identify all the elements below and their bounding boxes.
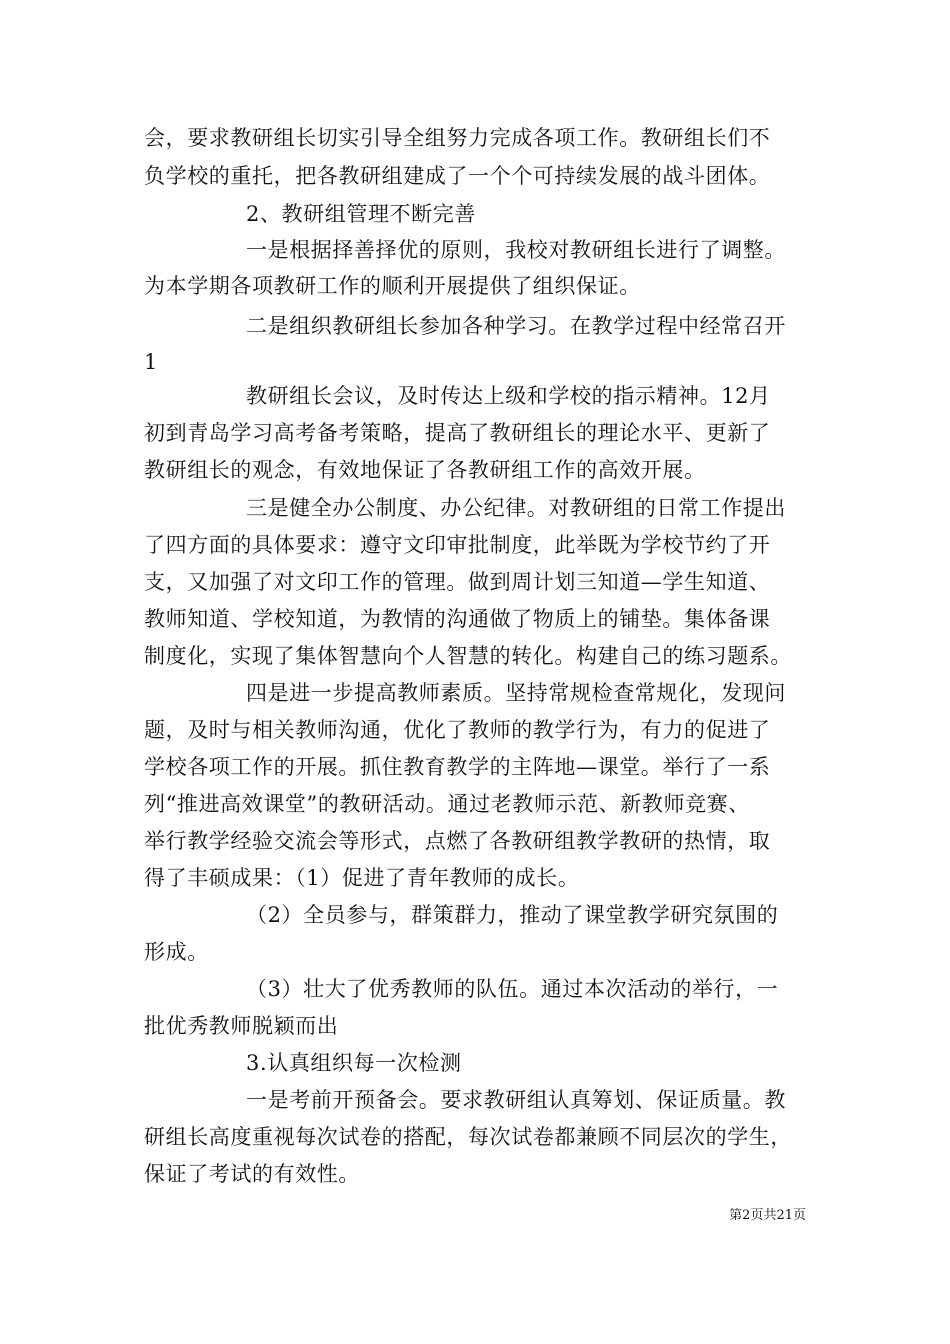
body-line: 一是根据择善择优的原则，我校对教研组长进行了调整。 (246, 238, 786, 262)
body-line: 会，要求教研组长切实引导全组努力完成各项工作。教研组长们不 (144, 126, 771, 150)
body-line: （2）全员参与，群策群力，推动了课堂教学研究氛围的 (246, 903, 779, 927)
body-line: 教研组长会议，及时传达上级和学校的指示精神。12月 (246, 384, 771, 408)
body-line: 了四方面的具体要求：遵守文印审批制度，此举既为学校节约了开 (144, 533, 771, 557)
body-line: 四是进一步提高教师素质。坚持常规检查常规化，发现问 (246, 681, 786, 705)
body-line: 批优秀教师脱颖而出 (144, 1014, 339, 1038)
body-line: 题，及时与相关教师沟通，优化了教师的教学行为，有力的促进了 (144, 718, 771, 742)
body-line: 教研组长的观念，有效地保证了各教研组工作的高效开展。 (144, 458, 706, 482)
body-line: （3）壮大了优秀教师的队伍。通过本次活动的举行，一 (246, 977, 779, 1001)
body-line: 列“推进高效课堂”的教研活动。通过老教师示范、新教师竞赛、 (144, 792, 750, 816)
body-line: 保证了考试的有效性。 (144, 1162, 360, 1186)
body-line: 形成。 (144, 940, 209, 964)
body-line: 三是健全办公制度、办公纪律。对教研组的日常工作提出 (246, 496, 786, 520)
section-heading: 3.认真组织每一次检测 (246, 1051, 462, 1075)
body-line: 制度化，实现了集体智慧向个人智慧的转化。构建自己的练习题系。 (144, 644, 792, 668)
body-line: 为本学期各项教研工作的顺利开展提供了组织保证。 (144, 274, 641, 298)
section-heading: 2、教研组管理不断完善 (246, 202, 476, 226)
body-line: 支，又加强了对文印工作的管理。做到周计划三知道—学生知道、 (144, 570, 771, 594)
body-line: 负学校的重托，把各教研组建成了一个个可持续发展的战斗团体。 (144, 164, 771, 188)
body-line: 1 (144, 350, 158, 374)
body-line: 学校各项工作的开展。抓住教育教学的主阵地—课堂。举行了一系 (144, 755, 771, 779)
body-line: 初到青岛学习高考备考策略，提高了教研组长的理论水平、更新了 (144, 421, 771, 445)
body-line: 举行教学经验交流会等形式，点燃了各教研组教学教研的热情，取 (144, 829, 771, 853)
body-line: 研组长高度重视每次试卷的搭配，每次试卷都兼顾不同层次的学生， (144, 1125, 792, 1149)
body-line: 一是考前开预备会。要求教研组认真筹划、保证质量。教 (246, 1088, 786, 1112)
page-number-footer: 第2页共21页 (729, 1208, 806, 1223)
body-line: 得了丰硕成果：（1）促进了青年教师的成长。 (144, 866, 580, 890)
body-line: 教师知道、学校知道，为教情的沟通做了物质上的铺垫。集体备课 (144, 607, 771, 631)
body-line: 二是组织教研组长参加各种学习。在教学过程中经常召开 (246, 314, 786, 338)
